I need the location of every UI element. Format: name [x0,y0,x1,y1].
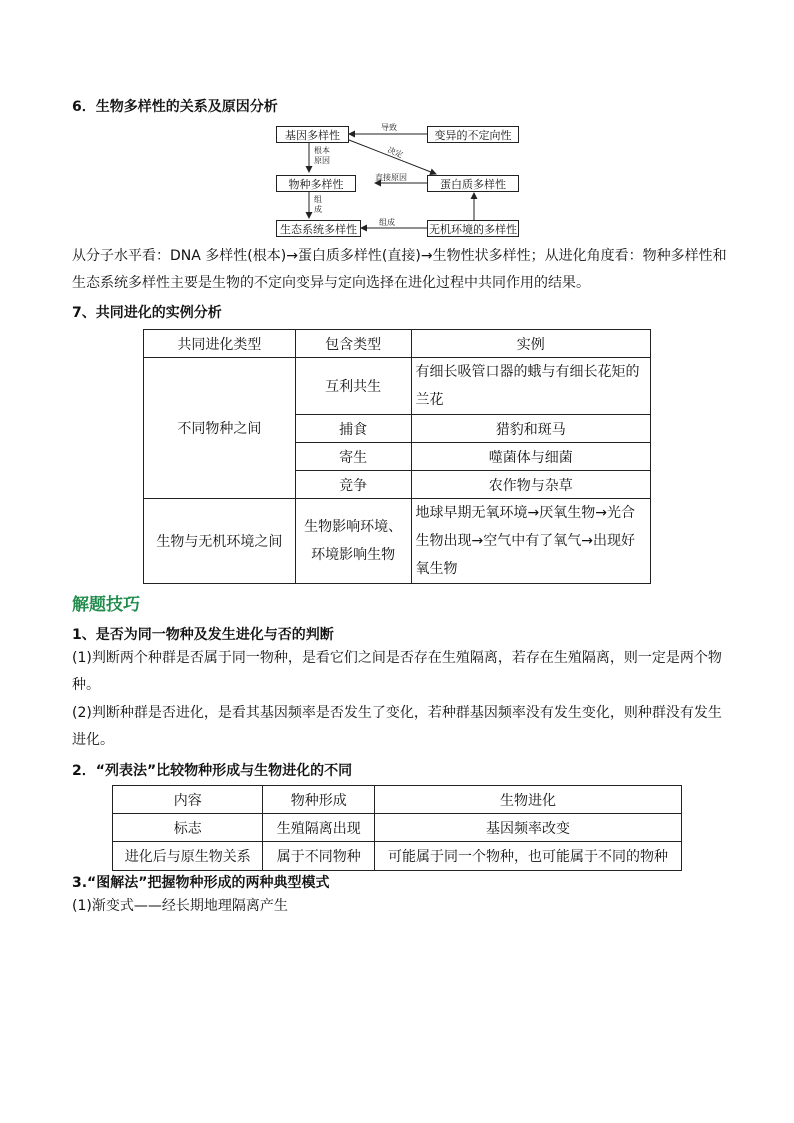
type-cell: 捕食 [295,415,411,443]
type-cell: 寄生 [295,443,411,471]
table-header: 实例 [411,330,651,358]
coevolution-table [143,329,651,584]
box-abiotic-diversity: 无机环境的多样性 [427,220,519,237]
type-cell [295,499,411,584]
table-cell: 属于不同物种 [263,842,375,871]
section6-para-line2: 生态系统多样性主要是生物的不定向变异与定向选择在进化过程中共同作用的结果。 [72,275,590,291]
speciation-comparison-table [112,785,682,871]
tip3-title: 3.“图解法”把握物种形成的两种典型模式 [72,875,330,891]
tip1-title: 1、是否为同一物种及发生进化与否的判断 [72,627,334,643]
group-biotic-abiotic: 生物与无机环境之间 [144,499,296,584]
table-row [113,814,682,842]
label-cause: 导致 [381,123,397,132]
box-variation: 变异的不定向性 [427,126,519,143]
box-species-diversity: 物种多样性 [276,175,356,192]
table-header-row [144,330,651,358]
table-cell: 进化后与原生物关系 [113,842,263,871]
table-header: 物种形成 [263,786,375,814]
tip1-p1-line2: 种。 [72,677,100,693]
type-line: 生物影响环境、 [304,519,403,535]
type-cell: 互利共生 [295,358,411,415]
example-line: 地球早期无氧环境→厌氧生物→光合 [415,505,635,521]
diversity-diagram [0,0,794,260]
table-row [144,358,651,415]
box-ecosystem-diversity: 生态系统多样性 [276,220,361,237]
table-header: 共同进化类型 [144,330,296,358]
group-between-species: 不同物种之间 [144,358,296,499]
section6-title: 6．生物多样性的关系及原因分析 [72,99,278,115]
diagram-arrows [0,0,794,260]
label-root-cause: 根本 原因 [314,146,330,165]
table-cell: 标志 [113,814,263,842]
table-row [144,499,651,584]
label-direct-cause: 直接原因 [375,173,407,182]
label-decide: 决定 [386,145,405,160]
example-line: 有细长吸管口器的蛾与有细长花矩的 [415,364,640,380]
label-compose-1: 组 成 [314,195,322,214]
table-cell: 可能属于同一个物种，也可能属于不同的物种 [375,842,682,871]
section6-para-line1: 从分子水平看：DNA 多样性(根本)→蛋白质多样性(直接)→生物性状多样性；从进化角度看：物种多样性和 [72,248,727,264]
table-header: 包含类型 [295,330,411,358]
example-cell: 噬菌体与细菌 [411,443,651,471]
section7-title: 7、共同进化的实例分析 [72,305,222,321]
tip3-p1: (1)渐变式——经长期地理隔离产生 [72,898,288,914]
box-gene-diversity: 基因多样性 [276,126,349,143]
example-cell [411,358,651,415]
example-line: 生物出现→空气中有了氧气→出现好 [415,533,635,549]
tip1-p2-line1: (2)判断种群是否进化，是看其基因频率是否发生了变化，若种群基因频率没有发生变化，则种群没有发生 [72,705,722,721]
example-cell: 猎豹和斑马 [411,415,651,443]
table-header: 内容 [113,786,263,814]
example-cell: 农作物与杂草 [411,471,651,499]
tips-heading: 解题技巧 [72,595,140,615]
box-protein-diversity: 蛋白质多样性 [427,175,519,192]
tip2-title: 2．“列表法”比较物种形成与生物进化的不同 [72,763,353,779]
tip1-p2-line2: 进化。 [72,732,114,748]
table-header: 生物进化 [375,786,682,814]
tip1-p1-line1: (1)判断两个种群是否属于同一物种，是看它们之间是否存在生殖隔离，若存在生殖隔离，则一定是两个物 [72,650,722,666]
table-row [113,842,682,871]
example-line: 氧生物 [415,561,458,577]
type-line: 环境影响生物 [311,547,396,563]
table-cell: 生殖隔离出现 [263,814,375,842]
type-cell: 竞争 [295,471,411,499]
label-compose-2: 组成 [379,218,395,227]
example-line: 兰花 [415,392,444,408]
example-cell [411,499,651,584]
table-header-row [113,786,682,814]
table-cell: 基因频率改变 [375,814,682,842]
